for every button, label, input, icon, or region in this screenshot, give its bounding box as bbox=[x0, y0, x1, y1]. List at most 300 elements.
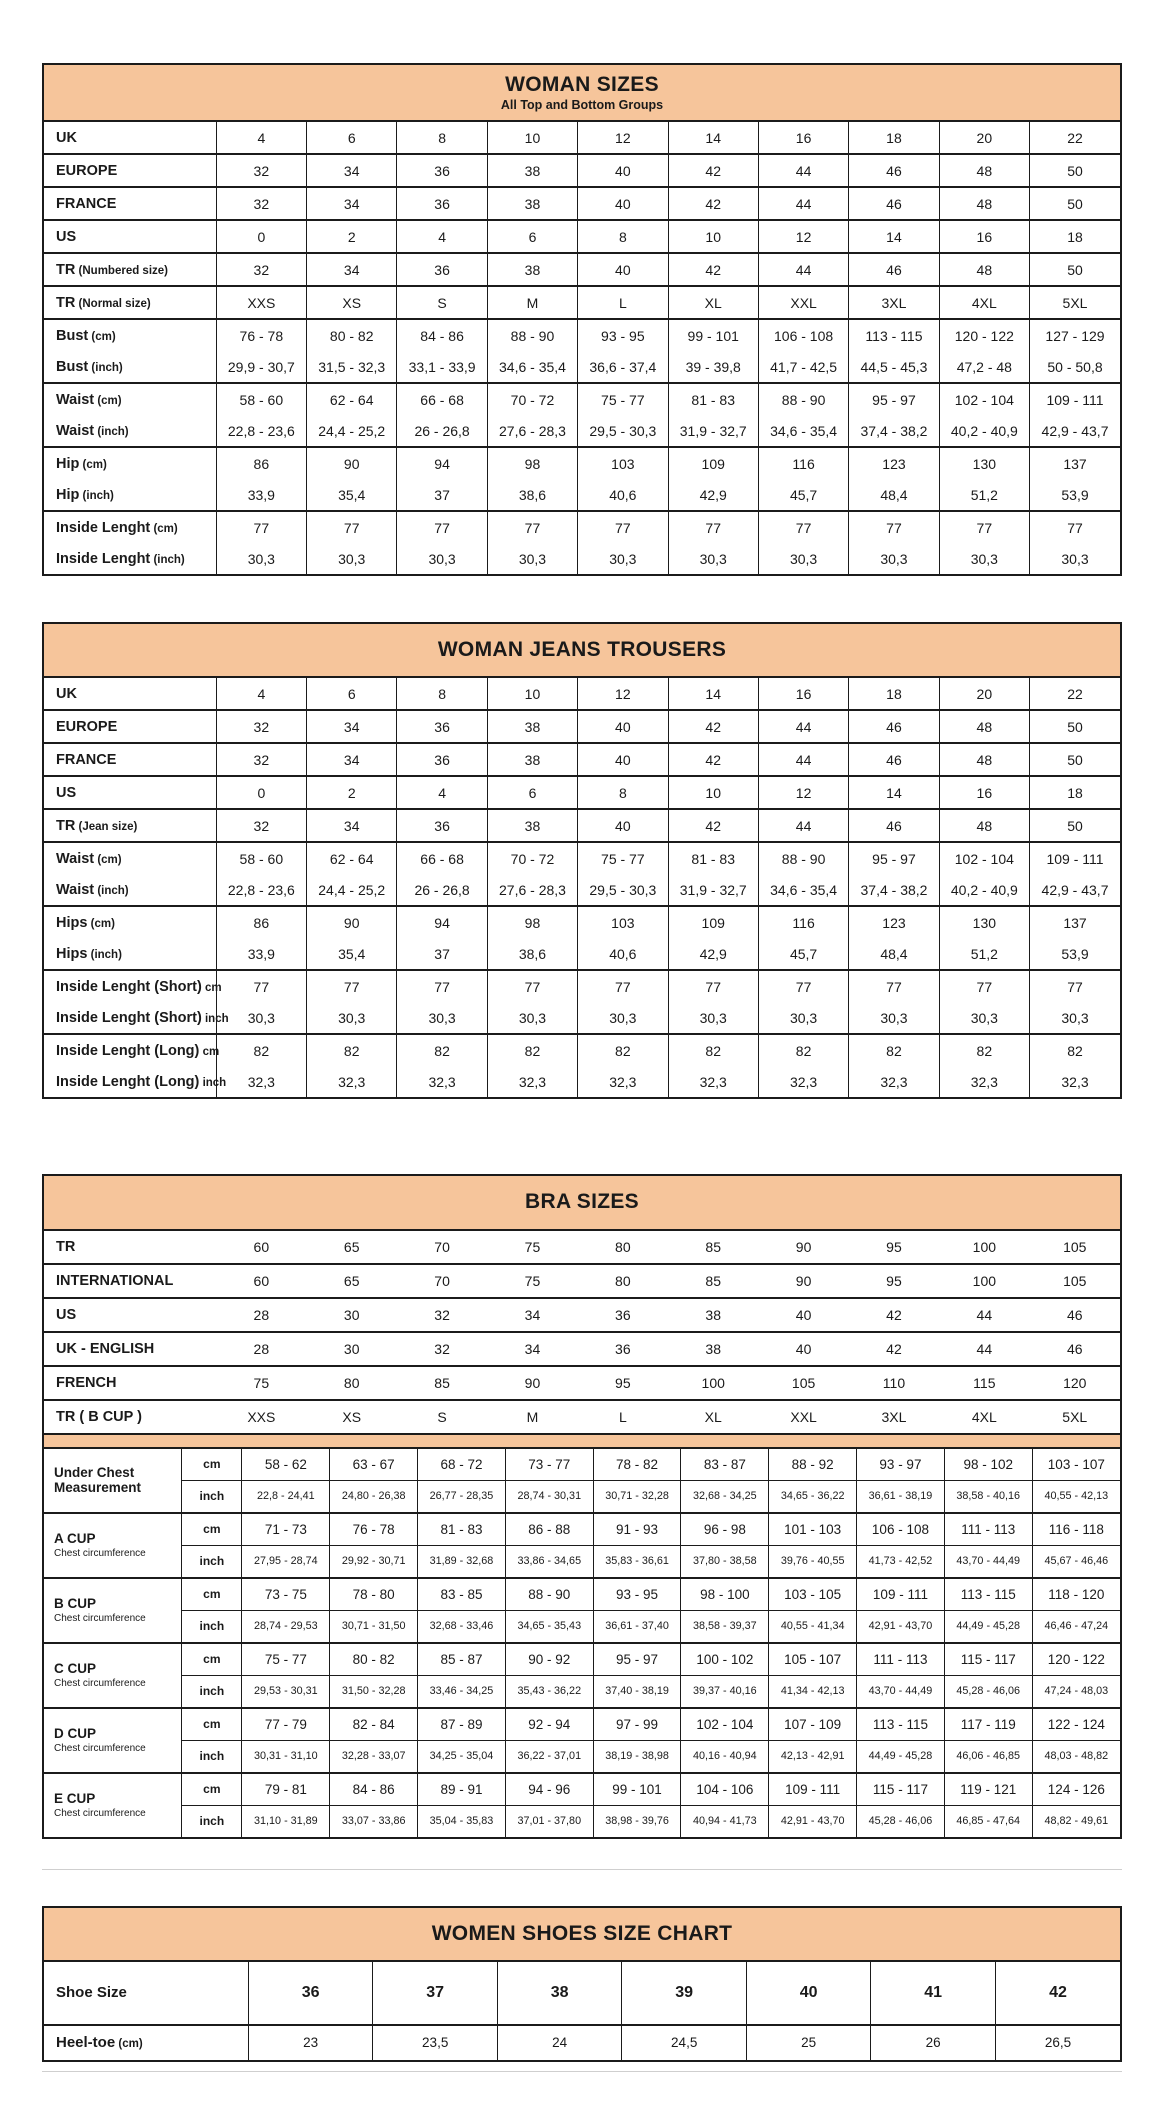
size-cell: 26 - 26,8 bbox=[397, 874, 487, 906]
size-cell: 109 - 111 bbox=[857, 1578, 945, 1611]
size-cell: 82 bbox=[397, 1034, 487, 1066]
table-row bbox=[44, 1962, 1120, 2025]
table-row bbox=[44, 383, 1120, 415]
table-row bbox=[44, 743, 1120, 776]
size-cell: 50 bbox=[1030, 154, 1120, 187]
size-cell: 77 bbox=[578, 970, 668, 1002]
size-cell: 80 bbox=[615, 1238, 631, 1255]
size-cell: 38,6 bbox=[487, 938, 577, 970]
size-cell: 48 bbox=[939, 187, 1029, 220]
size-cell: 37,01 - 37,80 bbox=[505, 1805, 593, 1837]
cup-label-text: B CUP bbox=[54, 1596, 97, 1612]
size-cell: 38 bbox=[487, 154, 577, 187]
size-cell: XS bbox=[307, 286, 397, 319]
size-cell: 117 - 119 bbox=[944, 1708, 1032, 1741]
size-cell: 75 - 77 bbox=[578, 842, 668, 874]
size-cell: 30,3 bbox=[668, 543, 758, 574]
size-cell: 36 bbox=[397, 809, 487, 842]
size-cell: 60 bbox=[253, 1272, 270, 1289]
table-row bbox=[44, 1366, 1120, 1400]
size-cell: S bbox=[437, 1408, 447, 1425]
size-cell: 44 bbox=[758, 710, 848, 743]
size-cell: 82 bbox=[849, 1034, 939, 1066]
size-cell: 35,83 - 36,61 bbox=[593, 1545, 681, 1578]
woman-jeans-grid bbox=[44, 678, 1120, 1097]
table-row bbox=[44, 1231, 1120, 1264]
size-cell: 4 bbox=[397, 220, 487, 253]
cup-label-text: A CUP bbox=[54, 1531, 96, 1547]
size-cell: 73 - 75 bbox=[242, 1578, 330, 1611]
size-cell: 103 bbox=[578, 906, 668, 938]
size-cell: 94 bbox=[397, 906, 487, 938]
size-cell: L bbox=[578, 286, 668, 319]
row-label-text: Hips bbox=[56, 914, 88, 931]
table-row bbox=[44, 842, 1120, 874]
size-cell: 70 bbox=[434, 1272, 450, 1289]
cup-label-text: Under Chest Measurement bbox=[54, 1464, 142, 1496]
size-cell: 96 - 98 bbox=[681, 1513, 769, 1546]
size-cell: 22,8 - 23,6 bbox=[216, 874, 306, 906]
size-cell: 70 bbox=[434, 1238, 450, 1255]
size-cell: 50 bbox=[1030, 743, 1120, 776]
size-cell: 93 - 97 bbox=[857, 1449, 945, 1481]
size-cell: 77 bbox=[216, 511, 306, 543]
size-cell: 26,77 - 28,35 bbox=[418, 1480, 506, 1513]
size-cell: 90 - 92 bbox=[505, 1643, 593, 1676]
size-cell: 76 - 78 bbox=[216, 319, 306, 351]
size-cell: 12 bbox=[578, 678, 668, 710]
size-cell: 115 bbox=[973, 1374, 996, 1391]
size-cell: 85 bbox=[705, 1238, 721, 1255]
size-cell: 113 - 115 bbox=[857, 1708, 945, 1741]
size-cell: 42,9 bbox=[668, 938, 758, 970]
size-cell: 26 bbox=[871, 2025, 996, 2060]
row-label bbox=[44, 776, 216, 809]
size-cell: 99 - 101 bbox=[668, 319, 758, 351]
size-cell: 111 - 113 bbox=[857, 1643, 945, 1676]
size-cell: 120 bbox=[1063, 1374, 1087, 1391]
size-cell: 35,4 bbox=[307, 938, 397, 970]
row-label-text: Inside Lenght bbox=[56, 519, 151, 536]
size-cell: 44 bbox=[758, 253, 848, 286]
table-row bbox=[44, 970, 1120, 1002]
table-title: BRA SIZES bbox=[525, 1190, 639, 1214]
size-cell: 81 - 83 bbox=[668, 842, 758, 874]
size-cell: 36,22 - 37,01 bbox=[505, 1740, 593, 1773]
size-cell: 30,31 - 31,10 bbox=[242, 1740, 330, 1773]
table-row bbox=[44, 906, 1120, 938]
row-label-text: TR ( B CUP ) bbox=[56, 1408, 142, 1425]
size-cell: 48 bbox=[939, 809, 1029, 842]
size-cell: 73 - 77 bbox=[505, 1449, 593, 1481]
table-row bbox=[44, 1034, 1120, 1066]
row-group bbox=[44, 1264, 1120, 1298]
size-cell: 99 - 101 bbox=[593, 1773, 681, 1806]
row-label-note: (cm) bbox=[115, 2038, 143, 2051]
size-cell: 38 bbox=[487, 253, 577, 286]
size-cell: 84 - 86 bbox=[330, 1773, 418, 1806]
row-group bbox=[44, 776, 1120, 809]
size-cell: 77 bbox=[939, 511, 1029, 543]
row-label bbox=[44, 1298, 216, 1332]
size-cell: 88 - 90 bbox=[758, 842, 848, 874]
size-cell: 28,74 - 30,31 bbox=[505, 1480, 593, 1513]
size-cell: 34 bbox=[307, 187, 397, 220]
size-cell: 102 - 104 bbox=[939, 842, 1029, 874]
row-label bbox=[44, 286, 216, 319]
size-cell: 103 - 105 bbox=[769, 1578, 857, 1611]
size-cell: 80 - 82 bbox=[330, 1643, 418, 1676]
size-cell: 40,94 - 41,73 bbox=[681, 1805, 769, 1837]
row-group bbox=[44, 319, 1120, 383]
size-cell: 47,2 - 48 bbox=[939, 351, 1029, 383]
row-label bbox=[44, 710, 216, 743]
size-cell: XXS bbox=[247, 1408, 276, 1425]
size-cell: 30,3 bbox=[849, 543, 939, 574]
size-cell: 29,92 - 30,71 bbox=[330, 1545, 418, 1578]
size-cell: 51,2 bbox=[939, 479, 1029, 511]
size-cell: 4 bbox=[397, 776, 487, 809]
table-row bbox=[44, 1480, 1120, 1513]
size-cell: 29,5 - 30,3 bbox=[578, 415, 668, 447]
size-cell: 25 bbox=[746, 2025, 871, 2060]
size-cell: 81 - 83 bbox=[668, 383, 758, 415]
size-cell: XL bbox=[704, 1408, 722, 1425]
row-group bbox=[44, 1332, 1120, 1366]
row-label bbox=[44, 1264, 216, 1298]
size-cell: 23 bbox=[248, 2025, 373, 2060]
size-cell: 14 bbox=[849, 220, 939, 253]
row-label-text: Shoe Size bbox=[56, 1984, 127, 2002]
size-cell: 33,9 bbox=[216, 479, 306, 511]
size-cell: 90 bbox=[524, 1374, 541, 1391]
size-cell: 68 - 72 bbox=[418, 1449, 506, 1481]
row-label-text: EUROPE bbox=[56, 162, 118, 179]
row-group bbox=[44, 678, 1120, 710]
size-cell: 10 bbox=[668, 220, 758, 253]
row-label-text: TR bbox=[56, 261, 76, 278]
size-cell: 42,91 - 43,70 bbox=[769, 1805, 857, 1837]
size-cell: 24,5 bbox=[622, 2025, 747, 2060]
unit-cell: cm bbox=[182, 1449, 242, 1481]
row-label-text: Inside Lenght (Short) bbox=[56, 1009, 202, 1026]
size-cell: 8 bbox=[578, 220, 668, 253]
unit-cell: inch bbox=[182, 1805, 242, 1837]
size-cell: 43,70 - 44,49 bbox=[944, 1545, 1032, 1578]
size-cell: 137 bbox=[1030, 447, 1120, 479]
size-cell: 36,6 - 37,4 bbox=[578, 351, 668, 383]
size-cell: 116 - 118 bbox=[1032, 1513, 1120, 1546]
size-cell: 14 bbox=[668, 678, 758, 710]
table-row bbox=[44, 447, 1120, 479]
size-cell: 38 bbox=[497, 1962, 622, 2025]
size-cell: 75 bbox=[253, 1374, 270, 1391]
cup-label-sub: Chest circumference bbox=[54, 1612, 146, 1624]
row-label-note: (Numbered size) bbox=[75, 264, 169, 277]
row-label bbox=[44, 122, 216, 154]
row-label bbox=[44, 938, 216, 970]
size-cell: 31,89 - 32,68 bbox=[418, 1545, 506, 1578]
size-cell: 82 bbox=[578, 1034, 668, 1066]
size-cell: 42,9 - 43,7 bbox=[1030, 415, 1120, 447]
size-cell: 20 bbox=[939, 122, 1029, 154]
size-cell: 115 - 117 bbox=[944, 1643, 1032, 1676]
table-row bbox=[44, 543, 1120, 574]
row-group bbox=[44, 1366, 1120, 1400]
size-cell: 32,68 - 33,46 bbox=[418, 1610, 506, 1643]
size-cell: 77 bbox=[668, 511, 758, 543]
size-cell: 77 bbox=[1030, 511, 1120, 543]
size-cell: 26,5 bbox=[995, 2025, 1120, 2060]
size-cell: 34 bbox=[307, 154, 397, 187]
row-label-note: (cm) bbox=[94, 394, 122, 407]
row-label bbox=[44, 383, 216, 415]
size-cell: 34 bbox=[307, 743, 397, 776]
table-row bbox=[44, 678, 1120, 710]
size-cell: 33,86 - 34,65 bbox=[505, 1545, 593, 1578]
unit-cell: inch bbox=[182, 1480, 242, 1513]
size-cell: 62 - 64 bbox=[307, 383, 397, 415]
size-cell: 10 bbox=[487, 678, 577, 710]
bra-cup-grid bbox=[44, 1449, 1120, 1837]
size-cell: 46 bbox=[1066, 1340, 1083, 1357]
size-cell: 40 bbox=[578, 187, 668, 220]
row-label-text: EUROPE bbox=[56, 718, 118, 735]
size-cell: 111 - 113 bbox=[944, 1513, 1032, 1546]
size-cell: 42,13 - 42,91 bbox=[769, 1740, 857, 1773]
cup-row-group bbox=[44, 1578, 1120, 1643]
woman-sizes-table bbox=[42, 63, 1122, 576]
unit-cell: cm bbox=[182, 1643, 242, 1676]
size-cell: 29,53 - 30,31 bbox=[242, 1675, 330, 1708]
size-cell: 28 bbox=[253, 1340, 270, 1357]
size-cell: 40,55 - 42,13 bbox=[1032, 1480, 1120, 1513]
size-cell: 4XL bbox=[939, 286, 1029, 319]
size-cell: 48 bbox=[939, 154, 1029, 187]
size-cell: 12 bbox=[758, 220, 848, 253]
size-cell: 48 bbox=[939, 253, 1029, 286]
size-cell: 32,3 bbox=[487, 1066, 577, 1097]
size-cell: 45,28 - 46,06 bbox=[944, 1675, 1032, 1708]
size-cell: 6 bbox=[487, 220, 577, 253]
size-cell: 32,3 bbox=[397, 1066, 487, 1097]
size-cell: 40 bbox=[578, 743, 668, 776]
size-cell: 30,3 bbox=[307, 1002, 397, 1034]
size-cell: 38,6 bbox=[487, 479, 577, 511]
size-cell: 87 - 89 bbox=[418, 1708, 506, 1741]
size-cell: 32,68 - 34,25 bbox=[681, 1480, 769, 1513]
size-cell: 105 bbox=[791, 1374, 816, 1391]
divider bbox=[42, 2071, 1122, 2072]
row-label bbox=[44, 1962, 248, 2025]
shoes-header bbox=[44, 1908, 1120, 1962]
size-cell: 120 - 122 bbox=[1032, 1643, 1120, 1676]
table-row bbox=[44, 351, 1120, 383]
size-cell: 44,5 - 45,3 bbox=[849, 351, 939, 383]
size-cell: 41,7 - 42,5 bbox=[758, 351, 848, 383]
size-cell: 77 bbox=[397, 511, 487, 543]
size-cell: 77 bbox=[216, 970, 306, 1002]
row-label-text: US bbox=[56, 784, 77, 801]
size-cell: 30,3 bbox=[216, 543, 306, 574]
size-cell: 44 bbox=[758, 743, 848, 776]
row-group bbox=[44, 220, 1120, 253]
row-label-text: FRANCE bbox=[56, 751, 117, 768]
size-cell: 39,76 - 40,55 bbox=[769, 1545, 857, 1578]
size-cell: 82 bbox=[758, 1034, 848, 1066]
size-cell: 45,7 bbox=[758, 479, 848, 511]
size-cell: 46,85 - 47,64 bbox=[944, 1805, 1032, 1837]
size-cell: 44 bbox=[758, 154, 848, 187]
size-cell: 8 bbox=[397, 122, 487, 154]
row-group bbox=[44, 1298, 1120, 1332]
size-cell: 77 bbox=[758, 970, 848, 1002]
row-label bbox=[44, 809, 216, 842]
row-label bbox=[44, 970, 222, 1002]
size-cell: 46,46 - 47,24 bbox=[1032, 1610, 1120, 1643]
size-cell: 37,40 - 38,19 bbox=[593, 1675, 681, 1708]
size-cell: 118 - 120 bbox=[1032, 1578, 1120, 1611]
size-cell: 90 bbox=[307, 447, 397, 479]
row-label-text: US bbox=[56, 1306, 77, 1323]
table-row bbox=[44, 479, 1120, 511]
size-cell: 75 bbox=[524, 1238, 541, 1255]
size-cell: 105 bbox=[1063, 1238, 1087, 1255]
size-cell: 31,10 - 31,89 bbox=[242, 1805, 330, 1837]
size-cell: 101 - 103 bbox=[769, 1513, 857, 1546]
row-label bbox=[44, 842, 216, 874]
size-cell: 95 bbox=[886, 1238, 902, 1255]
size-cell: 78 - 82 bbox=[593, 1449, 681, 1481]
row-label bbox=[44, 220, 216, 253]
size-cell: XXL bbox=[790, 1408, 817, 1425]
row-label-text: FRENCH bbox=[56, 1374, 117, 1391]
size-cell: 86 - 88 bbox=[505, 1513, 593, 1546]
size-cell: 44 bbox=[758, 809, 848, 842]
size-cell: 77 bbox=[307, 511, 397, 543]
size-cell: 36 bbox=[397, 743, 487, 776]
row-label-text: Hip bbox=[56, 486, 80, 503]
size-cell: 6 bbox=[487, 776, 577, 809]
row-label-text: FRANCE bbox=[56, 195, 117, 212]
table-row bbox=[44, 1675, 1120, 1708]
size-cell: 29,5 - 30,3 bbox=[578, 874, 668, 906]
size-cell: 40,55 - 41,34 bbox=[769, 1610, 857, 1643]
size-cell: 32,28 - 33,07 bbox=[330, 1740, 418, 1773]
size-cell: 32 bbox=[216, 253, 306, 286]
size-cell: 36,61 - 38,19 bbox=[857, 1480, 945, 1513]
row-label-text: Waist bbox=[56, 881, 95, 898]
size-cell: 0 bbox=[216, 220, 306, 253]
row-label-note: (inch) bbox=[150, 553, 185, 566]
size-cell: 8 bbox=[397, 678, 487, 710]
size-cell: 71 - 73 bbox=[242, 1513, 330, 1546]
cup-row-group bbox=[44, 1643, 1120, 1708]
size-cell: 95 bbox=[886, 1272, 902, 1289]
cup-label-sub: Chest circumference bbox=[54, 1807, 146, 1819]
row-label bbox=[44, 447, 216, 479]
size-cell: 42 bbox=[668, 710, 758, 743]
size-cell: 65 bbox=[343, 1272, 360, 1289]
size-cell: 83 - 87 bbox=[681, 1449, 769, 1481]
size-cell: 50 - 50,8 bbox=[1030, 351, 1120, 383]
size-cell: 24 bbox=[497, 2025, 622, 2060]
size-cell: 18 bbox=[1030, 776, 1120, 809]
size-cell: 40,2 - 40,9 bbox=[939, 415, 1029, 447]
row-label-note: (cm) bbox=[79, 458, 107, 471]
size-cell: 18 bbox=[849, 122, 939, 154]
size-cell: 40,2 - 40,9 bbox=[939, 874, 1029, 906]
size-cell: 38,58 - 40,16 bbox=[944, 1480, 1032, 1513]
row-label-note: cm bbox=[199, 1045, 220, 1058]
size-cell: 109 bbox=[668, 447, 758, 479]
size-cell: 42,9 bbox=[668, 479, 758, 511]
row-label-note: (cm) bbox=[88, 330, 116, 343]
size-cell: 85 bbox=[434, 1374, 450, 1391]
divider bbox=[42, 1869, 1122, 1870]
table-row bbox=[44, 1773, 1120, 1806]
row-label bbox=[44, 906, 216, 938]
table-row bbox=[44, 220, 1120, 253]
size-cell: 84 - 86 bbox=[397, 319, 487, 351]
size-cell: 37 bbox=[373, 1962, 498, 2025]
size-cell: 2 bbox=[307, 776, 397, 809]
size-cell: 30,3 bbox=[1030, 1002, 1120, 1034]
size-cell: XXL bbox=[758, 286, 848, 319]
size-cell: 90 bbox=[307, 906, 397, 938]
row-label-text: Inside Lenght bbox=[56, 550, 151, 567]
row-label bbox=[44, 678, 216, 710]
size-cell: 83 - 85 bbox=[418, 1578, 506, 1611]
row-label-note: (inch) bbox=[94, 884, 129, 897]
size-cell: 77 bbox=[1030, 970, 1120, 1002]
size-cell: 40 bbox=[578, 710, 668, 743]
size-cell: 37,4 - 38,2 bbox=[849, 874, 939, 906]
size-cell: 82 bbox=[216, 1034, 306, 1066]
row-label-text: Hips bbox=[56, 945, 88, 962]
table-title: WOMAN JEANS TROUSERS bbox=[437, 638, 727, 662]
size-cell: 32,3 bbox=[307, 1066, 397, 1097]
size-cell: 28 bbox=[253, 1306, 270, 1323]
size-cell: 66 - 68 bbox=[397, 842, 487, 874]
unit-cell: inch bbox=[182, 1610, 242, 1643]
size-cell: 22 bbox=[1030, 678, 1120, 710]
table-row bbox=[44, 415, 1120, 447]
row-label-text: Heel-toe bbox=[56, 2034, 116, 2052]
size-cell: 58 - 60 bbox=[216, 383, 306, 415]
size-cell: 4XL bbox=[971, 1408, 997, 1425]
size-cell: 30,3 bbox=[758, 1002, 848, 1034]
row-group bbox=[44, 253, 1120, 286]
size-cell: 34,6 - 35,4 bbox=[487, 351, 577, 383]
size-cell: 32 bbox=[216, 187, 306, 220]
size-cell: 109 - 111 bbox=[769, 1773, 857, 1806]
size-cell: 45,7 bbox=[758, 938, 848, 970]
size-cell: 38,58 - 39,37 bbox=[681, 1610, 769, 1643]
size-cell: 75 bbox=[524, 1272, 541, 1289]
size-cell: 42,91 - 43,70 bbox=[857, 1610, 945, 1643]
size-cell: 44 bbox=[758, 187, 848, 220]
size-cell: 77 bbox=[578, 511, 668, 543]
size-cell: 88 - 90 bbox=[505, 1578, 593, 1611]
size-cell: 27,6 - 28,3 bbox=[487, 874, 577, 906]
row-label-text: UK bbox=[56, 685, 77, 702]
size-cell: 40 bbox=[578, 154, 668, 187]
row-label-note: (inch) bbox=[88, 361, 123, 374]
row-group bbox=[44, 1034, 1120, 1097]
size-cell: 86 bbox=[216, 447, 306, 479]
size-cell: 122 - 124 bbox=[1032, 1708, 1120, 1741]
